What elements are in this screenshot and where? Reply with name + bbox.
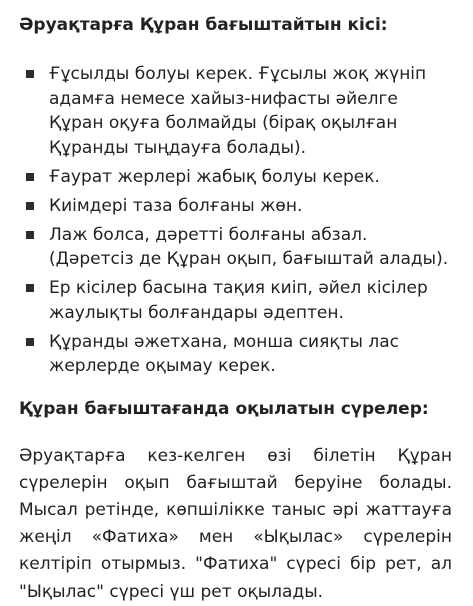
requirements-list xyxy=(19,62,452,379)
surahs-paragraph: Әруақтарға кез-келген өзі білетін Құран сүрелерін оқып бағыштай беруіне болады. Мысал ретінде, көпшілікке таныс әрі жаттауға жеңіл «Фатиха» мен «Ықылас» сүрелерін келтіріп отырмыз. "Фатиха" сүресі бір рет, ал "Ықылас" сүресі үш рет оқылады. xyxy=(19,445,452,602)
list-item-text: Лаж болса, дәретті болғаны абзал. (Дәретсіз де Құран оқып, бағыштай алады). xyxy=(49,224,449,269)
section-heading-who-recites: Әруақтарға Құран бағыштайтын кісі: xyxy=(19,15,388,35)
list-item-text: Ғұсылды болуы керек. Ғұсылы жоқ жүніп адамға немесе хайыз-нифасты әйелге Құран оқуға болмайды (бірақ оқылған Құранды тыңдауға болады). xyxy=(49,64,427,158)
square-bullet-icon xyxy=(26,284,34,292)
list-item xyxy=(19,62,452,160)
list-item-text: Құранды әжетхана, монша сияқты лас жерлерде оқымау керек. xyxy=(49,331,399,376)
section-heading-surahs: Құран бағыштағанда оқылатын сүрелер: xyxy=(19,398,429,419)
list-item xyxy=(19,330,452,379)
square-bullet-icon xyxy=(26,338,34,346)
list-item xyxy=(19,276,452,325)
square-bullet-icon xyxy=(26,231,34,239)
list-item-text: Ер кісілер басына тақия киіп, әйел кісілер жаулықты болғандары әдептен. xyxy=(49,278,428,323)
list-item-text: Ғаурат жерлері жабық болуы керек. xyxy=(49,166,380,187)
square-bullet-icon xyxy=(26,202,34,210)
list-item-text: Киімдері таза болғаны жөн. xyxy=(49,195,303,216)
list-item xyxy=(19,223,452,272)
square-bullet-icon xyxy=(26,70,34,78)
square-bullet-icon xyxy=(26,173,34,181)
list-item xyxy=(19,165,452,190)
list-item xyxy=(19,194,452,219)
